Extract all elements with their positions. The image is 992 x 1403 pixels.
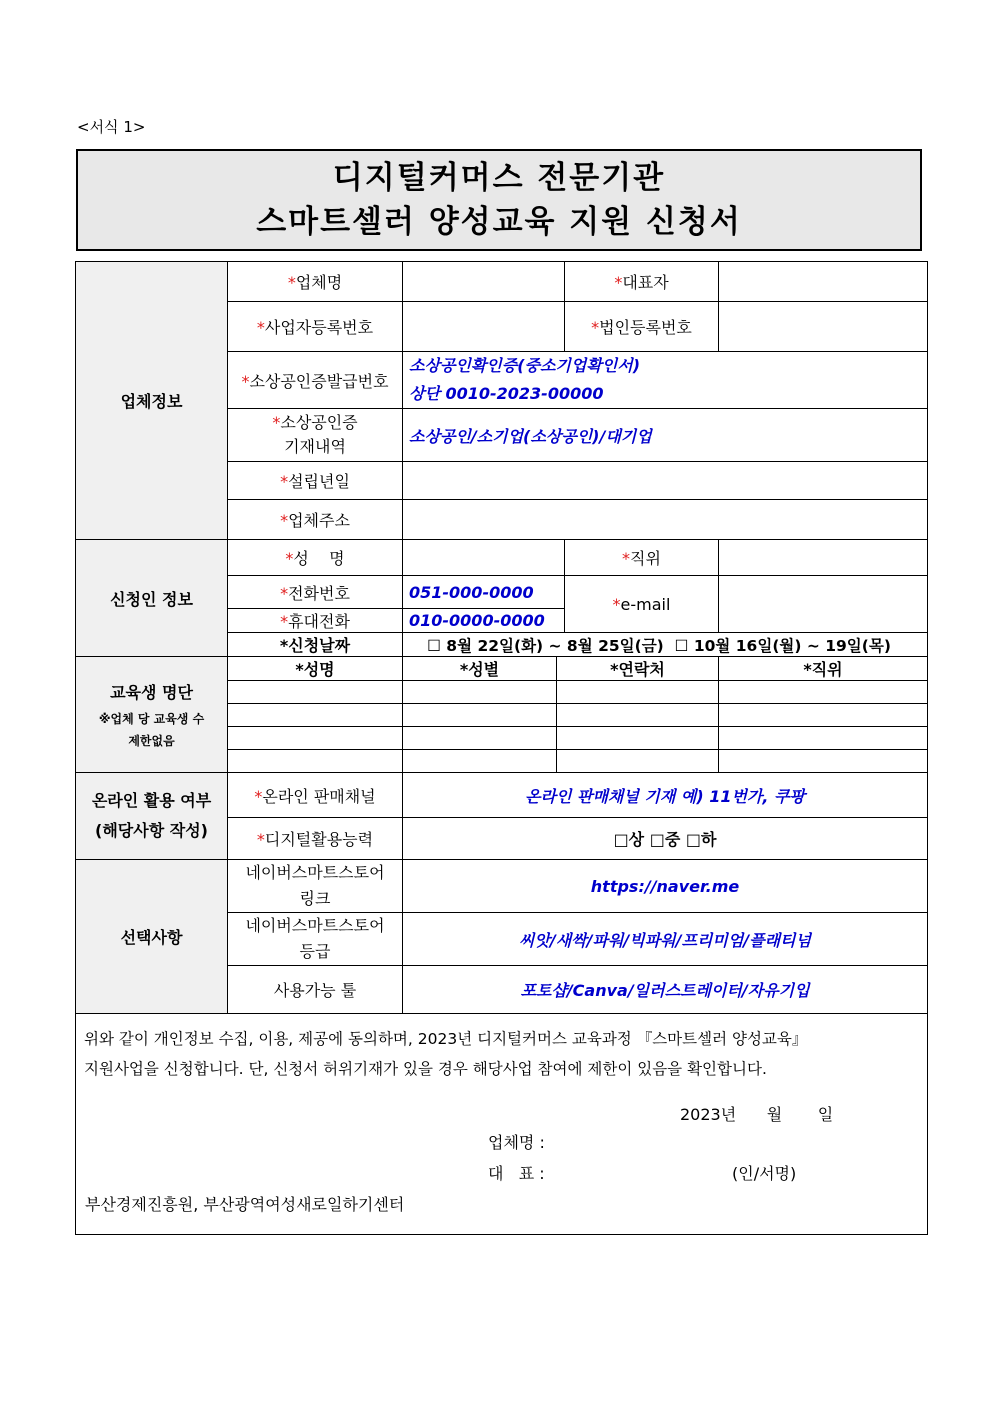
application-form-table	[75, 261, 928, 1235]
section-optional: 선택사항	[76, 860, 228, 1014]
consent-company-label: 업체명 :	[488, 1133, 545, 1152]
student-contact-cell[interactable]	[557, 750, 719, 773]
sales-channel-label: *온라인 판매채널	[228, 773, 403, 818]
consent-rep-label: 대 표 :	[488, 1164, 545, 1183]
business-reg-label: *사업자등록번호	[228, 302, 403, 352]
online-title-2: (해당사항 작성)	[95, 821, 208, 840]
digital-skill-label: *디지털활용능력	[228, 818, 403, 860]
section-applicant-info: 신청인 정보	[76, 540, 228, 657]
cert-number-label: *소상공인증발급번호	[228, 352, 403, 409]
corporate-reg-field[interactable]	[719, 302, 928, 352]
student-header-gender: *성별	[403, 657, 557, 681]
consent-date: 2023년 월 일	[680, 1105, 834, 1124]
student-position-cell[interactable]	[719, 727, 928, 750]
store-grade-label: 네이버스마트스토어 등급	[228, 913, 403, 966]
founded-field[interactable]	[403, 462, 928, 500]
student-header-position: *직위	[719, 657, 928, 681]
mobile-field[interactable]: 010-0000-0000	[403, 609, 565, 633]
students-title: 교육생 명단	[110, 682, 193, 702]
company-name-label: *업체명	[228, 262, 403, 302]
apply-date-options[interactable]: ☐ 8월 22일(화) ~ 8월 25일(금) ☐ 10월 16일(월) ~ 19일(목)	[403, 633, 928, 657]
cert-number-hint-2: 상단 0010-2023-00000	[409, 384, 604, 403]
tools-label: 사용가능 툴	[228, 966, 403, 1014]
consent-sign: (인/서명)	[732, 1164, 797, 1183]
applicant-position-field[interactable]	[719, 540, 928, 576]
tools-field[interactable]: 포토샵/Canva/일러스트레이터/자유기입	[403, 966, 928, 1014]
student-position-cell[interactable]	[719, 704, 928, 727]
students-note-1: ※업체 당 교육생 수	[98, 711, 205, 726]
student-gender-cell[interactable]	[403, 681, 557, 704]
business-reg-field[interactable]	[403, 302, 565, 352]
founded-label: *설립년일	[228, 462, 403, 500]
section-online	[76, 773, 228, 860]
student-position-cell[interactable]	[719, 750, 928, 773]
email-label: *e-mail	[565, 576, 719, 633]
cert-number-hint-1: 소상공인확인증(중소기업확인서)	[409, 356, 641, 375]
store-grade-field[interactable]: 씨앗/새싹/파워/빅파워/프리미엄/플래티넘	[403, 913, 928, 966]
title-line-1: 디지털커머스 전문기관	[332, 160, 666, 196]
student-gender-cell[interactable]	[403, 750, 557, 773]
representative-field[interactable]	[719, 262, 928, 302]
digital-skill-options[interactable]: □상 □중 □하	[403, 818, 928, 860]
phone-label: *전화번호	[228, 576, 403, 609]
applicant-position-label: *직위	[565, 540, 719, 576]
student-position-cell[interactable]	[719, 681, 928, 704]
title-line-2: 스마트셀러 양성교육 지원 신청서	[256, 204, 742, 240]
cert-entry-field[interactable]: 소상공인/소기업(소상공인)/대기업	[403, 409, 928, 462]
title-box	[76, 149, 922, 251]
representative-label: *대표자	[565, 262, 719, 302]
applicant-name-label: *성 명	[228, 540, 403, 576]
consent-line-2: 지원사업을 신청합니다. 단, 신청서 허위기재가 있을 경우 해당사업 참여에 제한이 있음을 확인합니다.	[84, 1060, 767, 1078]
student-header-contact: *연락처	[557, 657, 719, 681]
company-name-field[interactable]	[403, 262, 565, 302]
student-name-cell[interactable]	[228, 704, 403, 727]
student-gender-cell[interactable]	[403, 704, 557, 727]
cert-number-field[interactable]	[403, 352, 928, 409]
consent-line-1: 위와 같이 개인정보 수집, 이용, 제공에 동의하며, 2023년 디지털커머스 교육과정 『스마트셀러 양성교육』	[84, 1030, 808, 1048]
email-field[interactable]	[719, 576, 928, 633]
apply-date-label: *신청날짜	[228, 633, 403, 657]
student-name-cell[interactable]	[228, 750, 403, 773]
address-label: *업체주소	[228, 500, 403, 540]
student-contact-cell[interactable]	[557, 727, 719, 750]
store-link-label: 네이버스마트스토어 링크	[228, 860, 403, 913]
phone-field[interactable]: 051-000-0000	[403, 576, 565, 609]
student-contact-cell[interactable]	[557, 704, 719, 727]
section-company-info: 업체정보	[76, 262, 228, 540]
cert-entry-label: *소상공인증 기재내역	[228, 409, 403, 462]
student-name-cell[interactable]	[228, 681, 403, 704]
students-note-2: 제한없음	[128, 733, 175, 748]
sales-channel-field[interactable]: 온라인 판매채널 기재 예) 11번가, 쿠팡	[403, 773, 928, 818]
student-gender-cell[interactable]	[403, 727, 557, 750]
store-link-field[interactable]: https://naver.me	[403, 860, 928, 913]
online-title-1: 온라인 활용 여부	[91, 791, 212, 810]
section-students	[76, 657, 228, 773]
corporate-reg-label: *법인등록번호	[565, 302, 719, 352]
student-header-name: *성명	[228, 657, 403, 681]
mobile-label: *휴대전화	[228, 609, 403, 633]
consent-section	[76, 1014, 928, 1235]
consent-recipients: 부산경제진흥원, 부산광역여성새로일하기센터	[85, 1195, 405, 1214]
student-name-cell[interactable]	[228, 727, 403, 750]
applicant-name-field[interactable]	[403, 540, 565, 576]
form-number: <서식 1>	[77, 118, 146, 136]
address-field[interactable]	[403, 500, 928, 540]
student-contact-cell[interactable]	[557, 681, 719, 704]
